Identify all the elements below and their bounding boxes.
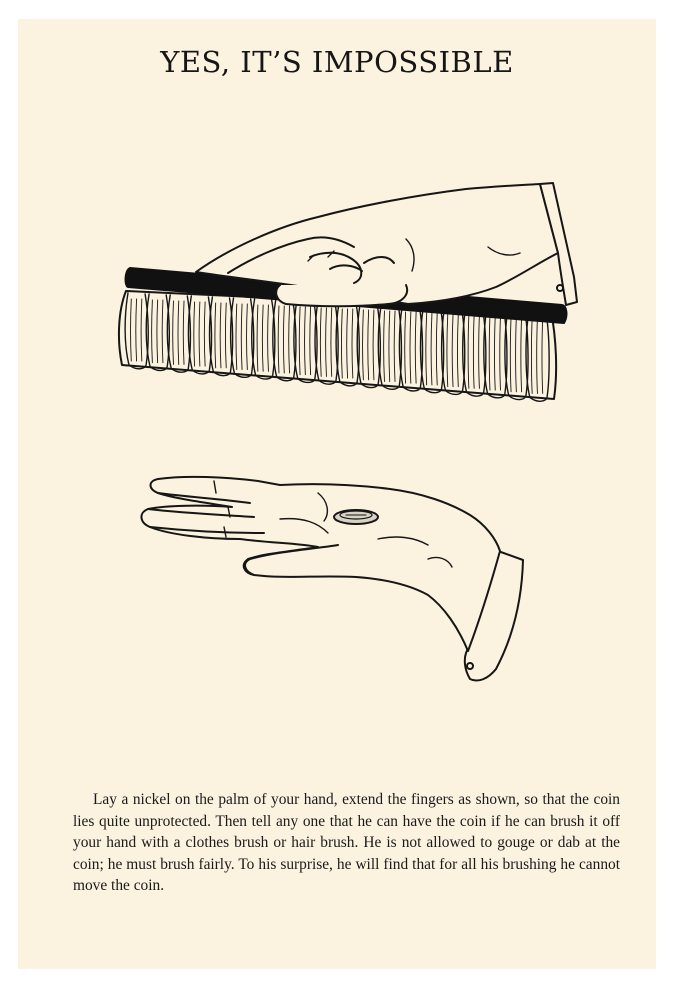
- illustration: [18, 19, 656, 779]
- nickel-coin: [334, 510, 378, 524]
- lower-palm: [141, 477, 500, 651]
- palm-hand-illustration: [141, 477, 523, 681]
- book-page: [18, 19, 656, 969]
- page-title: YES, IT’S IMPOSSIBLE: [160, 45, 514, 79]
- instruction-paragraph: Lay a nickel on the palm of your hand, extend the fingers as shown, so that the coin lies quite unprotected. Then tell any one that he can have the coin if he can brush it off your hand with a clothes brush or hair brush. He is not allowed to gouge or dab at the coin; he must brush fairly. To his surprise, he will find that for all his brushing he cannot move the coin.: [73, 791, 620, 895]
- brush-hand-illustration: [119, 183, 577, 401]
